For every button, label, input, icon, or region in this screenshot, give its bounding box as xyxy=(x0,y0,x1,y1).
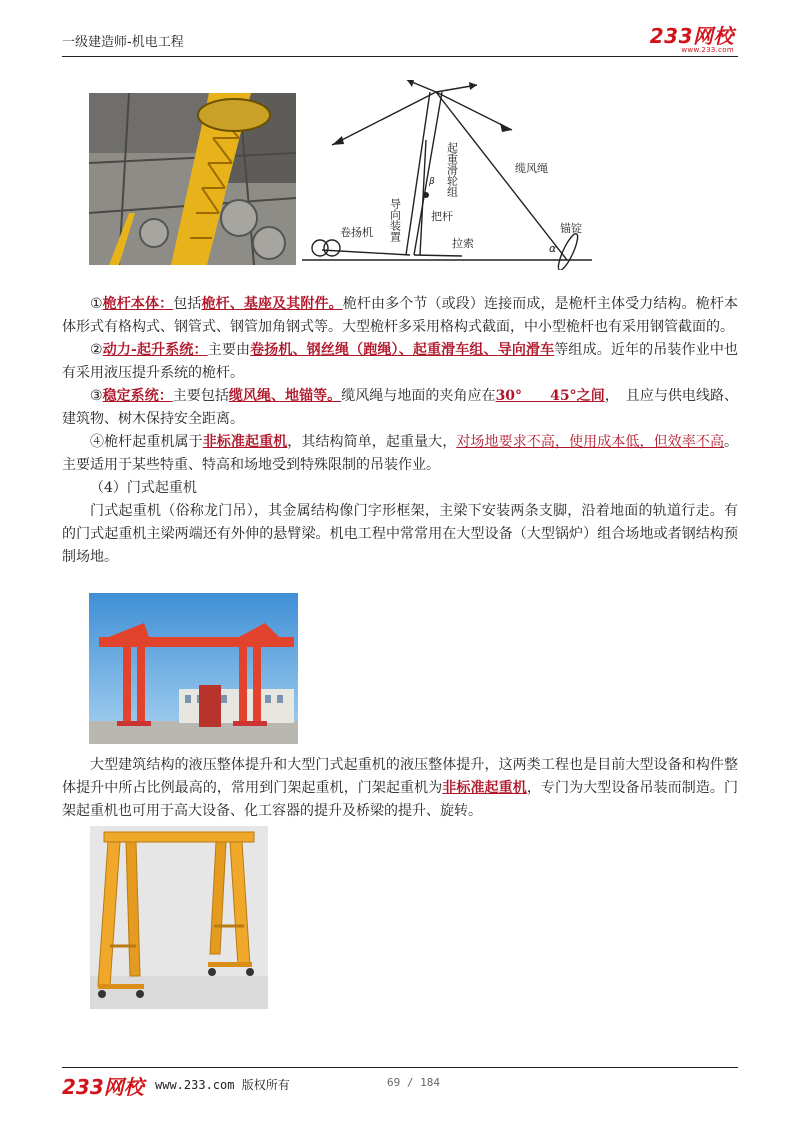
section-heading-gantry: （4）门式起重机 xyxy=(90,480,197,496)
label-anchor: 锚锭 xyxy=(560,222,582,235)
label-hoist-pulley: 起重滑轮组 xyxy=(445,142,459,197)
paragraph-hydraulic-lifting: 大型建筑结构的液压整体提升和大型门式起重机的液压整体提升，这两类工程也是目前大型设备和构件整体提升中所占比例最高的，常用到门架起重机，门架起重机为非标准起重机，专门为大型设备吊装而制造。门架起重机也可用于高大设备、化工容器的提升及桥梁的提升、旋转。 xyxy=(62,757,739,819)
header-logo-text: 233网校 xyxy=(649,24,734,48)
label-beta: β xyxy=(429,177,435,187)
mast-crane-photo xyxy=(89,93,296,265)
label-winch: 卷扬机 xyxy=(340,226,373,239)
header-divider xyxy=(62,56,738,57)
paragraph-power-system: ②动力-起升系统：主要由卷扬机、钢丝绳（跑绳）、起重滑车组、导向滑车等组成。近年的吊装作业中也有采用液压提升系统的桅杆。 xyxy=(62,342,739,381)
mast-crane-diagram xyxy=(302,80,602,270)
gantry-crane-photo xyxy=(89,593,298,744)
label-boom: 把杆 xyxy=(431,210,453,223)
paragraph-gantry-desc: 门式起重机（俗称龙门吊），其金属结构像门字形框架，主梁下安装两条支脚，沿着地面的轨道行走。有的门式起重机主梁两端还有外伸的悬臂梁。机电工程中常常用在大型设备（大型锅炉）组合场地或者钢结构预制场地。 xyxy=(62,503,738,565)
portable-gantry-photo xyxy=(90,826,268,1009)
footer-site-url[interactable]: www.233.com xyxy=(155,1078,235,1092)
paragraph-mast-body: ①桅杆本体：包括桅杆、基座及其附件。桅杆由多个节（或段）连接而成，是桅杆主体受力结构。桅杆本体形式有格构式、钢管式、钢管加角钢式等。大型桅杆多采用格构式截面，中小型桅杆也有采用钢管截面的。 xyxy=(62,296,739,335)
header-logo-url: www.233.com xyxy=(681,46,734,54)
mast-crane-text xyxy=(62,293,738,569)
header-title: 一级建造师-机电工程 xyxy=(62,35,184,50)
footer-divider xyxy=(62,1067,738,1068)
footer-logo[interactable]: 233网校 xyxy=(62,1075,144,1099)
label-pull-cable: 拉索 xyxy=(452,237,474,250)
footer-rights: 版权所有 xyxy=(241,1078,290,1092)
paragraph-stability-system: ③稳定系统：主要包括缆风绳、地锚等。缆风绳与地面的夹角应在30° 45°之间， 且应与供电线路、建筑物、树木保持安全距离。 xyxy=(62,388,739,427)
label-guy-rope: 缆风绳 xyxy=(515,162,548,175)
label-guide-device: 导向装置 xyxy=(388,198,402,242)
gantry-frame-text xyxy=(62,754,738,823)
label-alpha: α xyxy=(549,242,557,255)
page-number: 69 / 184 xyxy=(387,1076,440,1089)
paragraph-mast-summary: ④桅杆起重机属于非标准起重机，其结构简单，起重量大，对场地要求不高，使用成本低，但效率不高。主要适用于某些特重、特高和场地受到特殊限制的吊装作业。 xyxy=(62,434,739,473)
header-logo[interactable] xyxy=(650,20,734,54)
footer-site xyxy=(155,1076,290,1093)
